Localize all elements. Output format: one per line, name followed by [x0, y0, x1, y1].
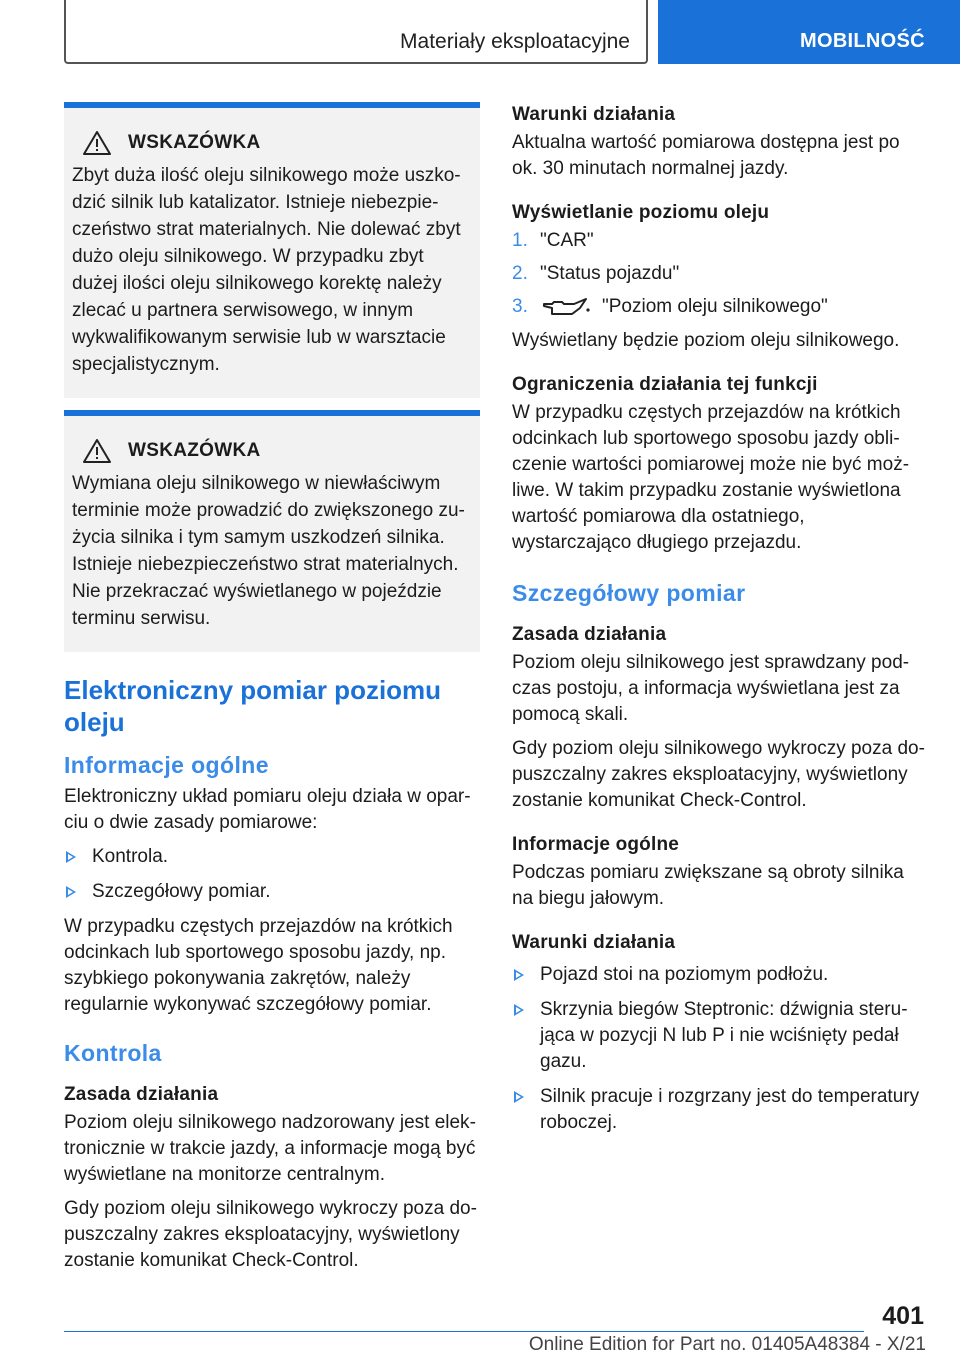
warning-header	[72, 438, 472, 464]
header-chapter-tab[interactable]: MOBILNOŚĆ	[658, 0, 960, 64]
footer-edition-link[interactable]: Online Edition for Part no. 01405A48384 - X/21	[528, 1334, 926, 1355]
page-number: 401	[882, 1302, 924, 1330]
triangle-bullet-icon	[66, 886, 76, 898]
operating-principle-text-1: Poziom oleju silnikowego jest sprawdzany podczas postoju, a informacja wyświetlana jest za pomocą skali.	[512, 652, 910, 725]
warning-box-2	[64, 410, 480, 652]
list-item: Pojazd stoi na poziomym podłożu.	[512, 962, 928, 988]
warning-header	[72, 130, 472, 156]
triangle-bullet-icon	[514, 1004, 524, 1016]
list-item[interactable]: 2. "Status pojazdu"	[512, 263, 680, 284]
triangle-bullet-icon	[514, 1091, 524, 1103]
list-item[interactable]: 3. "Poziom oleju silnikowego"	[512, 296, 828, 317]
list-item: Skrzynia biegów Steptronic: dźwignia sterująca w pozycji N lub P i nie wciśnięty pedał gazu.	[512, 997, 928, 1075]
warning-title: WSKAZÓWKA	[128, 440, 261, 461]
operating-principle-text-2: Gdy poziom oleju silnikowego wykroczy poza dopuszczalny zakres eksploatacyjny, wyświetlony zostanie komunikat Check-Control.	[64, 1198, 477, 1271]
heading-oil-level-display: Wyświetlanie poziomu oleju	[512, 202, 770, 223]
header-section-title: Materiały eksploatacyjne	[400, 30, 630, 53]
heading-operating-conditions: Warunki działania	[512, 104, 676, 125]
heading-operating-principle: Zasada działania	[512, 624, 667, 645]
list-item[interactable]: 1. "CAR"	[512, 230, 594, 251]
oil-can-icon	[540, 296, 592, 318]
list-item: Szczegółowy pomiar.	[64, 879, 480, 905]
section-heading-electronic-oil-measurement: Elektroniczny pomiar poziomu oleju	[64, 675, 442, 737]
warning-text: Zbyt duża ilość oleju silnikowego może uszkodzić silnik lub katalizator. Istnieje niebezpieczeństwo strat materialnych. Nie dolewać zbyt dużo oleju silnikowego. W przypadku zbyt dużej ilości oleju silnikowego korektę należy zlecać u partnera serwisowego, w innym wykwalifikowanym serwisie lub w warsztacie specjalistycznym.	[72, 165, 461, 375]
display-result-text: Wyświetlany będzie poziom oleju silnikowego.	[512, 330, 900, 351]
general-info-text: Podczas pomiaru zwiększane są obroty silnika na biegu jałowym.	[512, 862, 904, 909]
heading-operating-principle: Zasada działania	[64, 1084, 219, 1105]
triangle-bullet-icon	[514, 969, 524, 981]
general-info-text-2: W przypadku częstych przejazdów na krótkich odcinkach lub sportowego sposobu jazdy, np. szybkiego pokonywania zakrętów, należy regularnie wykonywać szczegółowy pomiar.	[64, 916, 453, 1015]
warning-box-1	[64, 102, 480, 398]
operating-principle-text-2: Gdy poziom oleju silnikowego wykroczy poza dopuszczalny zakres eksploatacyjny, wyświetlony zostanie komunikat Check-Control.	[512, 738, 925, 811]
list-item: Silnik pracuje i rozgrzany jest do temperatury roboczej.	[512, 1084, 928, 1136]
subheading-general-info: Informacje ogólne	[64, 752, 269, 778]
right-column	[512, 102, 928, 1145]
subheading-detailed-measurement: Szczegółowy pomiar	[512, 580, 746, 606]
heading-operating-conditions: Warunki działania	[512, 932, 676, 953]
warning-triangle-icon	[82, 438, 112, 464]
operating-conditions-text: Aktualna wartość pomiarowa dostępna jest po ok. 30 minutach normalnej jazdy.	[512, 132, 900, 179]
left-column	[64, 102, 480, 1282]
function-limits-text: W przypadku częstych przejazdów na krótkich odcinkach lub sportowego sposobu jazdy obliczenie wartości pomiarowej może nie być możliwe. W takim przypadku zostanie wyświetlona wartość pomiarowa dla ostatniego, wystarczająco długiego przejazdu.	[512, 402, 910, 553]
triangle-bullet-icon	[66, 851, 76, 863]
warning-title: WSKAZÓWKA	[128, 132, 261, 153]
general-info-text: Elektroniczny układ pomiaru oleju działa w oparciu o dwie zasady pomiarowe:	[64, 786, 471, 833]
principles-list	[64, 844, 480, 905]
warning-text: Wymiana oleju silnikowego w niewłaściwym terminie może prowadzić do zwiększonego zużycia silnika i tym samym uszkodzeń silnika. Istnieje niebezpieczeństwo strat materialnych. Nie przekraczać wyświetlanego w pojeździe terminu serwisu.	[72, 473, 465, 629]
conditions-list	[512, 962, 928, 1136]
list-item: Kontrola.	[64, 844, 480, 870]
heading-function-limits: Ograniczenia działania tej funkcji	[512, 374, 818, 395]
warning-triangle-icon	[82, 130, 112, 156]
heading-general-info: Informacje ogólne	[512, 834, 680, 855]
subheading-kontrola: Kontrola	[64, 1040, 162, 1066]
footer-divider	[64, 1331, 864, 1332]
display-steps-list	[512, 228, 928, 320]
operating-principle-text-1: Poziom oleju silnikowego nadzorowany jest elektronicznie w trakcie jazdy, a informacje mogą być wyświetlane na monitorze centralnym.	[64, 1112, 476, 1185]
